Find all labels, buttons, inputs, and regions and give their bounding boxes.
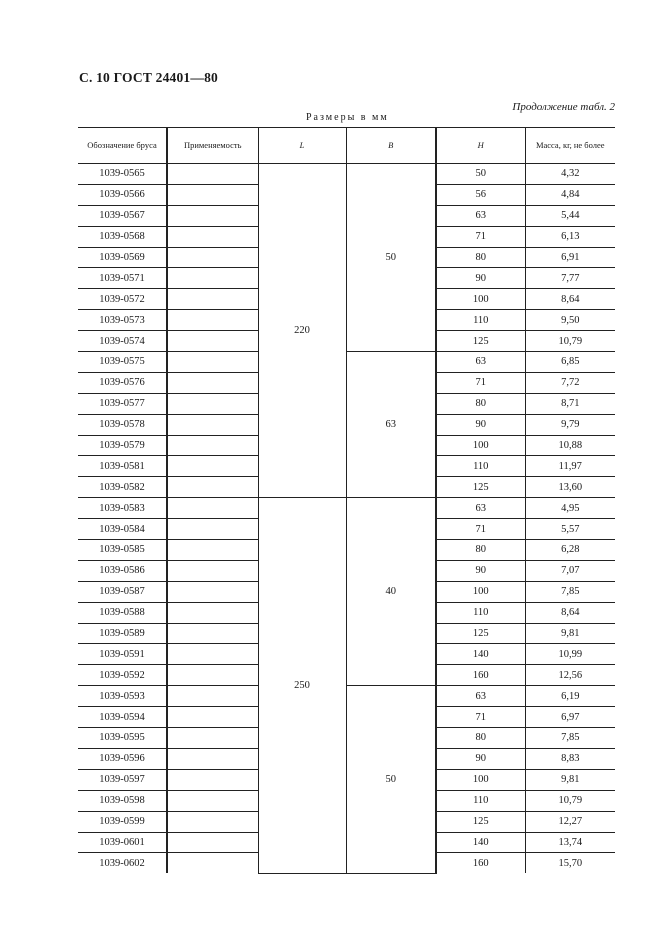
- mass-cell: 6,97: [525, 707, 615, 728]
- mass-cell: 8,71: [525, 393, 615, 414]
- applicability-cell: [167, 853, 258, 873]
- mass-cell: 5,44: [525, 205, 615, 226]
- designation-cell: 1039-0578: [78, 414, 167, 435]
- designation-cell: 1039-0576: [78, 372, 167, 393]
- height-H-cell: 90: [436, 268, 525, 289]
- height-H-cell: 125: [436, 811, 525, 832]
- height-H-cell: 110: [436, 602, 525, 623]
- designation-cell: 1039-0585: [78, 540, 167, 561]
- designation-cell: 1039-0597: [78, 769, 167, 790]
- table-row: [78, 498, 615, 519]
- mass-cell: 6,91: [525, 247, 615, 268]
- mass-cell: 7,85: [525, 728, 615, 749]
- designation-cell: 1039-0587: [78, 581, 167, 602]
- height-H-cell: 71: [436, 226, 525, 247]
- designation-cell: 1039-0598: [78, 790, 167, 811]
- mass-cell: 7,85: [525, 581, 615, 602]
- table-row: [78, 352, 615, 373]
- designation-cell: 1039-0567: [78, 205, 167, 226]
- mass-cell: 10,88: [525, 435, 615, 456]
- col-header-mass: Масса, кг, не более: [525, 128, 615, 164]
- designation-cell: 1039-0589: [78, 623, 167, 644]
- height-H-cell: 63: [436, 498, 525, 519]
- height-H-cell: 110: [436, 310, 525, 331]
- height-H-cell: 80: [436, 247, 525, 268]
- applicability-cell: [167, 498, 258, 519]
- designation-cell: 1039-0569: [78, 247, 167, 268]
- mass-cell: 6,13: [525, 226, 615, 247]
- mass-cell: 12,56: [525, 665, 615, 686]
- applicability-cell: [167, 205, 258, 226]
- height-H-cell: 160: [436, 853, 525, 873]
- applicability-cell: [167, 289, 258, 310]
- mass-cell: 13,60: [525, 477, 615, 498]
- col-header-H: H: [436, 128, 525, 164]
- applicability-cell: [167, 560, 258, 581]
- applicability-cell: [167, 393, 258, 414]
- applicability-cell: [167, 184, 258, 205]
- applicability-cell: [167, 310, 258, 331]
- height-H-cell: 50: [436, 164, 525, 185]
- table-body: [78, 164, 615, 874]
- mass-cell: 4,84: [525, 184, 615, 205]
- height-H-cell: 71: [436, 519, 525, 540]
- applicability-cell: [167, 707, 258, 728]
- mass-cell: 6,28: [525, 540, 615, 561]
- height-H-cell: 90: [436, 414, 525, 435]
- mass-cell: 5,57: [525, 519, 615, 540]
- height-H-cell: 125: [436, 477, 525, 498]
- designation-cell: 1039-0572: [78, 289, 167, 310]
- col-header-B: B: [346, 128, 436, 164]
- mass-cell: 11,97: [525, 456, 615, 477]
- mass-cell: 4,32: [525, 164, 615, 185]
- designation-cell: 1039-0582: [78, 477, 167, 498]
- length-L-cell: 220: [258, 164, 346, 498]
- applicability-cell: [167, 247, 258, 268]
- mass-cell: 9,50: [525, 310, 615, 331]
- applicability-cell: [167, 686, 258, 707]
- applicability-cell: [167, 644, 258, 665]
- applicability-cell: [167, 602, 258, 623]
- applicability-cell: [167, 268, 258, 289]
- mass-cell: 7,07: [525, 560, 615, 581]
- applicability-cell: [167, 372, 258, 393]
- dimensions-table: [78, 127, 615, 874]
- mass-cell: 7,77: [525, 268, 615, 289]
- height-H-cell: 71: [436, 707, 525, 728]
- height-H-cell: 90: [436, 748, 525, 769]
- height-H-cell: 125: [436, 623, 525, 644]
- applicability-cell: [167, 790, 258, 811]
- applicability-cell: [167, 832, 258, 853]
- applicability-cell: [167, 665, 258, 686]
- height-H-cell: 56: [436, 184, 525, 205]
- applicability-cell: [167, 414, 258, 435]
- col-header-designation: Обозначение бруса: [78, 128, 167, 164]
- height-H-cell: 140: [436, 644, 525, 665]
- designation-cell: 1039-0571: [78, 268, 167, 289]
- table-header-row: [78, 128, 615, 164]
- width-B-cell: 50: [346, 686, 436, 874]
- mass-cell: 7,72: [525, 372, 615, 393]
- height-H-cell: 90: [436, 560, 525, 581]
- height-H-cell: 100: [436, 435, 525, 456]
- designation-cell: 1039-0599: [78, 811, 167, 832]
- designation-cell: 1039-0596: [78, 748, 167, 769]
- applicability-cell: [167, 477, 258, 498]
- designation-cell: 1039-0602: [99, 857, 145, 869]
- designation-cell: 1039-0591: [78, 644, 167, 665]
- mass-cell: 8,64: [525, 289, 615, 310]
- designation-cell: 1039-0593: [78, 686, 167, 707]
- applicability-cell: [167, 331, 258, 352]
- width-B-cell: 50: [346, 164, 436, 352]
- designation-cell: 1039-0566: [78, 184, 167, 205]
- applicability-cell: [167, 352, 258, 373]
- applicability-cell: [167, 164, 258, 185]
- height-H-cell: 80: [436, 393, 525, 414]
- designation-cell: 1039-0577: [78, 393, 167, 414]
- designation-cell: 1039-0574: [78, 331, 167, 352]
- width-B-cell: 40: [346, 498, 436, 686]
- mass-cell: 4,95: [525, 498, 615, 519]
- designation-cell: 1039-0565: [78, 164, 167, 185]
- height-H-cell: 125: [436, 331, 525, 352]
- mass-cell: 15,70: [525, 853, 615, 873]
- height-H-cell: 80: [436, 728, 525, 749]
- mass-cell: 6,19: [525, 686, 615, 707]
- mass-cell: 12,27: [525, 811, 615, 832]
- height-H-cell: 63: [436, 205, 525, 226]
- designation-cell: 1039-0601: [78, 832, 167, 853]
- applicability-cell: [167, 226, 258, 247]
- table-row: [78, 164, 615, 185]
- designation-cell: 1039-0588: [78, 602, 167, 623]
- applicability-cell: [167, 435, 258, 456]
- mass-cell: 10,99: [525, 644, 615, 665]
- applicability-cell: [167, 623, 258, 644]
- mass-cell: 10,79: [525, 790, 615, 811]
- mass-cell: 9,81: [525, 623, 615, 644]
- applicability-cell: [167, 519, 258, 540]
- designation-cell: 1039-0594: [78, 707, 167, 728]
- mass-cell: 8,64: [525, 602, 615, 623]
- page-header: С. 10 ГОСТ 24401—80: [79, 70, 218, 85]
- mass-cell: 13,74: [525, 832, 615, 853]
- height-H-cell: 100: [436, 289, 525, 310]
- applicability-cell: [167, 581, 258, 602]
- designation-cell: 1039-0583: [78, 498, 167, 519]
- applicability-cell: [167, 728, 258, 749]
- designation-cell: 1039-0575: [78, 352, 167, 373]
- units-caption: Размеры в мм: [306, 112, 389, 123]
- mass-cell: 6,85: [525, 352, 615, 373]
- height-H-cell: 71: [436, 372, 525, 393]
- applicability-cell: [167, 540, 258, 561]
- height-H-cell: 100: [436, 581, 525, 602]
- continuation-note: Продолжение табл. 2: [512, 101, 615, 113]
- designation-cell: 1039-0586: [78, 560, 167, 581]
- designation-cell: 1039-0584: [78, 519, 167, 540]
- mass-cell: 9,81: [525, 769, 615, 790]
- applicability-cell: [167, 456, 258, 477]
- height-H-cell: 63: [436, 686, 525, 707]
- applicability-cell: [167, 748, 258, 769]
- height-H-cell: 140: [436, 832, 525, 853]
- designation-cell: 1039-0595: [78, 728, 167, 749]
- height-H-cell: 80: [436, 540, 525, 561]
- mass-cell: 9,79: [525, 414, 615, 435]
- height-H-cell: 63: [436, 352, 525, 373]
- table-row: [78, 686, 615, 707]
- width-B-cell: 63: [346, 352, 436, 498]
- height-H-cell: 110: [436, 456, 525, 477]
- applicability-cell: [167, 811, 258, 832]
- height-H-cell: 100: [436, 769, 525, 790]
- col-header-L: L: [258, 128, 346, 164]
- mass-cell: 10,79: [525, 331, 615, 352]
- designation-cell: 1039-0592: [78, 665, 167, 686]
- designation-cell: 1039-0573: [78, 310, 167, 331]
- designation-cell: 1039-0579: [78, 435, 167, 456]
- col-header-applicability: Применяемость: [167, 128, 258, 164]
- designation-cell: 1039-0568: [78, 226, 167, 247]
- height-H-cell: 110: [436, 790, 525, 811]
- length-L-cell: 250: [258, 498, 346, 874]
- applicability-cell: [167, 769, 258, 790]
- mass-cell: 8,83: [525, 748, 615, 769]
- designation-cell: 1039-0581: [78, 456, 167, 477]
- height-H-cell: 160: [436, 665, 525, 686]
